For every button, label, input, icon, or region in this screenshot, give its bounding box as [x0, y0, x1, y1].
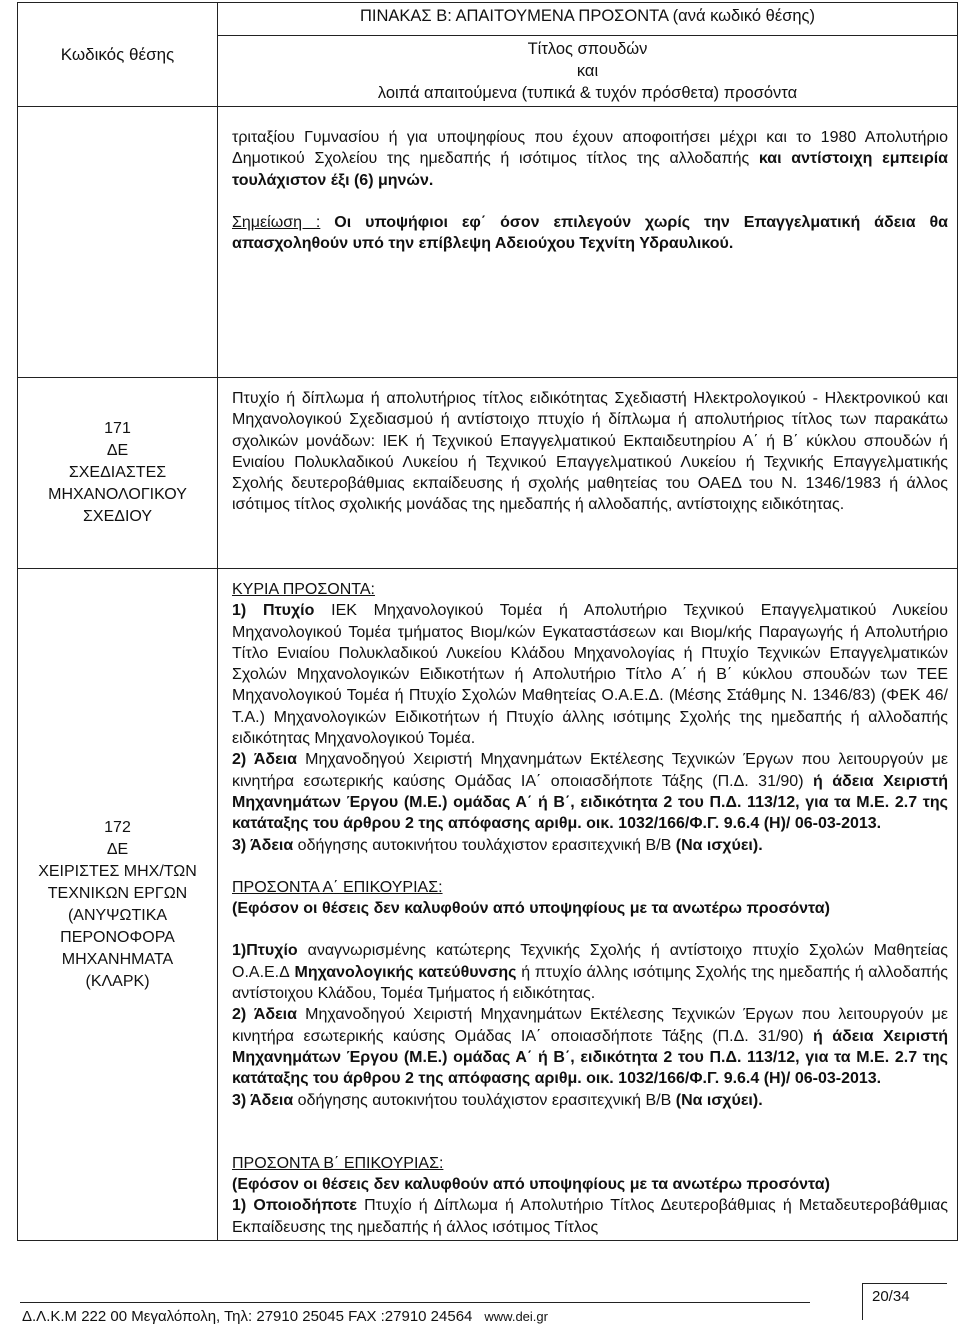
k1-bold: 1) Πτυχίο: [232, 602, 315, 620]
b1-bold: 1) Οποιοδήποτε: [232, 1197, 357, 1215]
footer-rule: [20, 1302, 810, 1303]
row172-code-7: ΜΗΧΑΝΗΜΑΤΑ: [61, 950, 174, 968]
a-title: ΠΡΟΣΟΝΤΑ Α΄ ΕΠΙΚΟΥΡΙΑΣ:: [232, 878, 443, 896]
page-number: 20/34: [872, 1288, 910, 1305]
row172-text-cell: [218, 569, 958, 1241]
row172-code-4: ΤΕΧΝΙΚΩΝ ΕΡΓΩΝ: [47, 884, 188, 902]
row0-note-text: Οι υποψήφιοι εφ΄ όσον επιλεγούν χωρίς την Επαγγελματική άδεια θα απασχοληθούν υπό την επίβλεψη Αδειούχου Τεχνίτη Υδραυλικού.: [232, 213, 948, 253]
k1-text: ΙΕΚ Μηχανολογικού Τομέα ή Απολυτήριο Τεχνικού Επαγγελματικού Λυκείου Μηχανολογικού Τομέα τμήματος Βιομ/κών Εγκαταστάσεων και Βιομ/κής Παραγωγής ή Απολυτήριο Τίτλο Ενιαίου Πολυκλαδικού Λυκείου Κλάδου Μηχανολογίας ή Πτυχίο Τεχνικών Επαγγελματικών Σχολών Μηχανολογικών Ειδικοτήτων ή Απολυτήριο Τίτλο Α΄ ή Β΄ κύκλου σπουδών των ΤΕΕ Μηχανολογικού Τομέα ή Πτυχίο Σχολών Μαθητείας Ο.Α.Ε.Δ. (Μέσης Στάθμης Ν. 1346/83) (ΦΕΚ 46/Τ.Α.) Μηχανολογικών Ειδικοτήτων ή Πτυχίο άλλης ισότιμης Σχολής της ημεδαπής ή αλλοδαπής ειδικότητας Μηχανολογικού Τομέα.: [232, 602, 949, 748]
row171-code-5: ΣΧΕΔΙΟΥ: [83, 508, 152, 525]
a1-text: αναγνωρισμένης κατώτερης Τεχνικής Σχολής ή αντίστοιχο πτυχίο Σχολών Μαθητείας Ο.Α.Ε.Δ: [232, 942, 948, 981]
k2-bold-tail: ή άδεια Χειριστή Μηχανημάτων Έργου (Μ.Ε.) ομάδας Α΄ ή Β΄, ειδικότητα 2 του Π.Δ. 113/12, για τα Μ.Ε. 2.7 της κατάταξης του άρθρου 2 της απόφασης αριθμ. οικ. 1032/166/Φ.Γ. 9.6.4 (Η)/ 06-03-2013.: [232, 772, 949, 833]
row171-code-3: ΣΧΕΔΙΑΣΤΕΣ: [68, 464, 167, 481]
a3-bold-tail: (Να ισχύει).: [671, 1091, 763, 1109]
header-title-cell: [218, 3, 958, 36]
header-sub-line-3: λοιπά απαιτούμενα (τυπικά & τυχόν πρόσθετα) προσόντα: [377, 84, 798, 102]
row0-note-label: Σημείωση :: [232, 213, 321, 231]
row171-text: Πτυχίο ή δίπλωμα ή απολυτήριος τίτλος ειδικότητας Σχεδιαστή Ηλεκτρολογικού - Ηλεκτρονικού και Μηχανολογικού Σχεδιασμού ή αντίστοιχο πτυχίο ή δίπλωμα ή απολυτήριος τίτλος των παρακάτω σχολικών μονάδων: ΙΕΚ ή Τεχνικού Επαγγελματικού Εκπαιδευτηρίου Α΄ ή Β΄ κύκλου σπουδών ή Ενιαίου Πολυκλαδικού Λυκείου ή Τεχνικού Επαγγελματικού Λυκείου ή Τεχνικής Επαγγελματικής Σχολής δευτεροβάθμιας εκπαίδευσης ή σχολής μαθητείας του ΟΑΕΔ του Ν. 1346/1983 ή άλλος ισότιμος τίτλος σχολικής μονάδας της ημεδαπής ή αλλοδαπής, αντίστοιχης ειδικότητας.: [232, 390, 948, 514]
row172-code-1: 172: [104, 818, 131, 836]
a2-bold: 2) Άδεια: [232, 1006, 297, 1024]
a3-bold: 3) Άδεια: [232, 1091, 294, 1109]
b1-text: Πτυχίο ή Δίπλωμα ή Απολυτήριο Τίτλος Δευτεροβάθμιας ή Μεταδευτεροβάθμιας Εκπαίδευσης της ημεδαπής ή άλλος ισότιμος Τίτλος: [232, 1197, 949, 1236]
footer: [22, 1308, 548, 1325]
row172-code-8: (ΚΛΑΡΚ): [85, 972, 150, 990]
header-code-label: Κωδικός θέσης: [60, 44, 175, 64]
header-sub-cell: [218, 36, 958, 107]
footer-text: Δ.Λ.Κ.Μ 222 00 Μεγαλόπολη, Τηλ: 27910 25045 FAX :27910 24564: [22, 1308, 473, 1325]
row0-text-cell: [218, 107, 958, 378]
row171-code-4: ΜΗΧΑΝΟΛΟΓΙΚΟΥ: [48, 486, 187, 503]
b-sub: (Εφόσον οι θέσεις δεν καλυφθούν από υποψηφίους με τα ανωτέρω προσόντα): [232, 1176, 830, 1194]
a2-text: Μηχανοδηγού Χειριστή Μηχανημάτων Εκτέλεσης Τεχνικών Έργων που λειτουργούν με κινητήρα εσωτερικής καύσης Ομάδας ΙΑ΄ οποιασδήποτε Τάξης (Π.Δ. 31/90): [232, 1006, 949, 1045]
row172-code-2: ΔΕ: [106, 840, 129, 858]
a3-text: οδήγησης αυτοκινήτου τουλάχιστον ερασιτεχνική Β/Β: [293, 1091, 672, 1109]
a1-text2: ή πτυχίο άλλης ισότιμης Σχολής της ημεδαπής ή αλλοδαπής αντίστοιχου Κλάδου, Τομέα Τμήματος ή ειδικότητας.: [232, 963, 949, 1003]
header-sub-line-2: και: [576, 62, 599, 80]
row0-bold-tail: και αντίστοιχη εμπειρία τουλάχιστον έξι (6) μηνών.: [232, 150, 948, 189]
footer-web: www.dei.gr: [484, 1309, 548, 1324]
a1-bold-mid: Μηχανολογικής κατεύθυνσης: [289, 963, 517, 981]
k2-bold: 2) Άδεια: [232, 751, 297, 769]
row171-text-cell: [218, 378, 958, 569]
table-title: ΠΙΝΑΚΑΣ Β: ΑΠΑΙΤΟΥΜΕΝΑ ΠΡΟΣΟΝΤΑ (ανά κωδικό θέσης): [360, 7, 815, 25]
kyria-title: ΚΥΡΙΑ ΠΡΟΣΟΝΤΑ:: [232, 581, 375, 598]
row171-code-1: 171: [104, 420, 131, 437]
row0-code-cell: [18, 107, 218, 378]
k3-bold-tail: (Να ισχύει).: [671, 836, 763, 854]
row172-code-cell: [18, 569, 218, 1241]
k3-text: οδήγησης αυτοκινήτου τουλάχιστον ερασιτεχνική Β/Β: [293, 836, 672, 854]
row171-code-cell: [18, 378, 218, 569]
row171-code-2: ΔΕ: [106, 442, 129, 459]
a2-bold-tail: ή άδεια Χειριστή Μηχανημάτων Έργου (Μ.Ε.) ομάδας Α΄ ή Β΄, ειδικότητα 2 του Π.Δ. 113/12, για τα Μ.Ε. 2.7 της κατάταξης του άρθρου 2 της απόφασης αριθμ. οικ. 1032/166/Φ.Γ. 9.6.4 (Η)/ 06-03-2013.: [232, 1027, 949, 1088]
header-sub-line-1: Τίτλος σπουδών: [527, 40, 648, 58]
row0-text: τριταξίου Γυμνασίου ή για υποψηφίους που έχουν αποφοιτήσει μέχρι και το 1980 Απολυτήριο Δημοτικού Σχολείου της ημεδαπής ή ισότιμος τίτλος της αλλοδαπής: [232, 129, 948, 168]
row172-code-6: ΠΕΡΟΝΟΦΟΡΑ: [60, 928, 175, 946]
k2-text: Μηχανοδηγού Χειριστή Μηχανημάτων Εκτέλεσης Τεχνικών Έργων που λειτουργούν με κινητήρα εσωτερικής καύσης Ομάδας ΙΑ΄ οποιασδήποτε Τάξης (Π.Δ. 31/90): [232, 751, 949, 790]
row172-code-3: ΧΕΙΡΙΣΤΕΣ ΜΗΧ/ΤΩΝ: [38, 862, 197, 880]
k3-bold: 3) Άδεια: [232, 836, 294, 854]
a1-bold: 1)Πτυχίο: [232, 942, 298, 960]
a-sub: (Εφόσον οι θέσεις δεν καλυφθούν από υποψηφίους με τα ανωτέρω προσόντα): [232, 900, 830, 918]
row172-code-5: (ΑΝΥΨΩΤΙΚΑ: [67, 906, 168, 924]
b-title: ΠΡΟΣΟΝΤΑ Β΄ ΕΠΙΚΟΥΡΙΑΣ:: [232, 1154, 444, 1172]
requirements-table: [17, 2, 958, 1241]
header-code-cell: [18, 3, 218, 107]
